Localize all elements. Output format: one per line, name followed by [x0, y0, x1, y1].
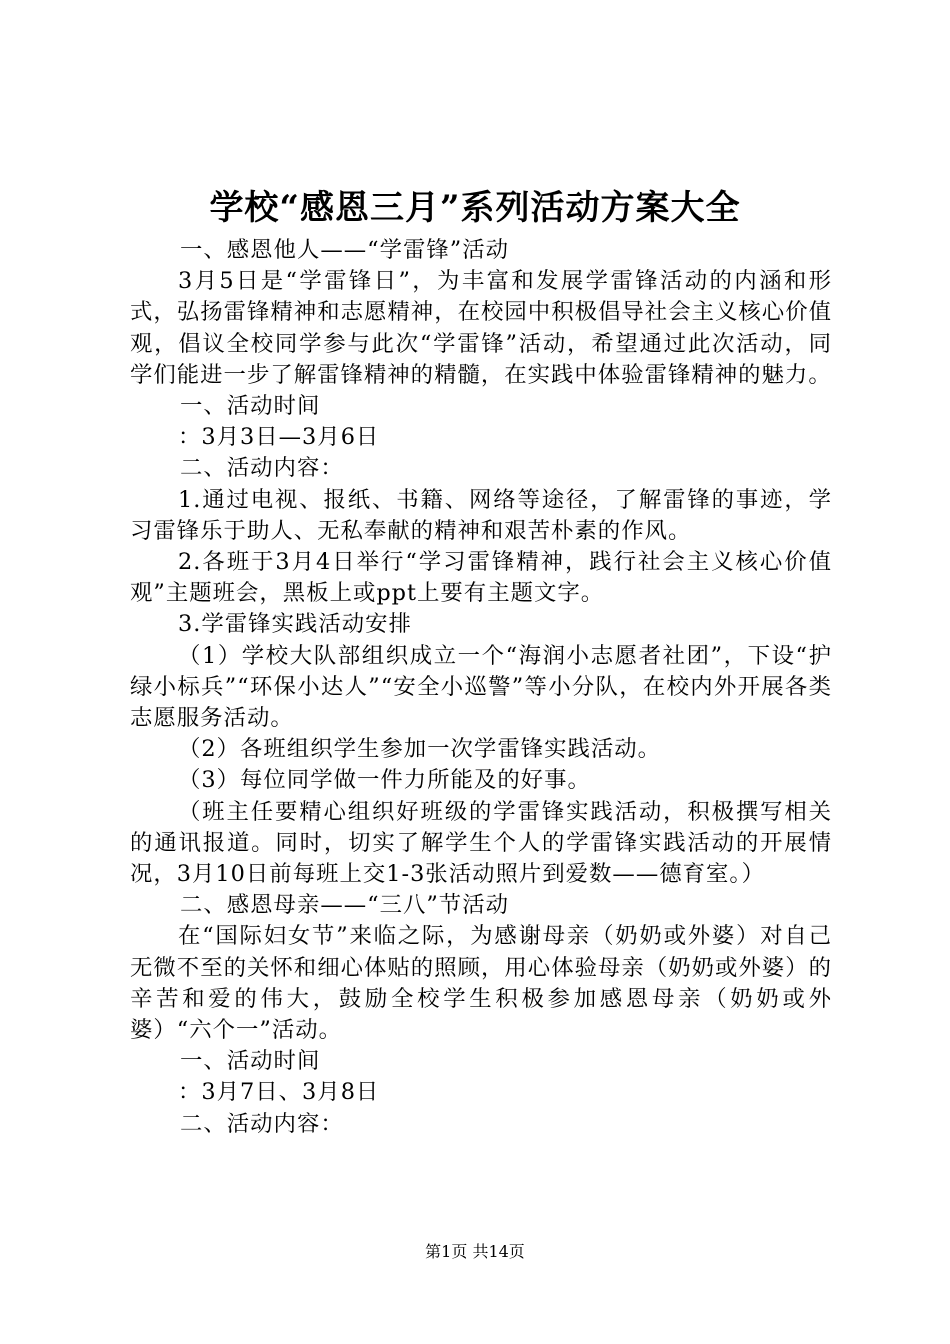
list-item: 1.通过电视、报纸、书籍、网络等途径，了解雷锋的事迹，学习雷锋乐于助人、无私奉献的精神和艰苦朴素的作风。 [130, 486, 832, 544]
paragraph: ：3月7日、3月8日 [178, 1079, 380, 1106]
list-item: 3.学雷锋实践活动安排 [178, 611, 412, 638]
section-heading: 一、感恩他人——“学雷锋”活动 [180, 237, 509, 263]
list-item: （3）每位同学做一件力所能及的好事。 [178, 767, 591, 794]
subsection-heading: 一、活动时间 [180, 393, 321, 420]
list-item: 2.各班于3月4日举行“学习雷锋精神，践行社会主义核心价值观”主题班会，黑板上或ppt上要有主题文字。 [130, 549, 832, 607]
subsection-heading: 一、活动时间 [180, 1048, 321, 1075]
section-heading: 二、感恩母亲——“三八”节活动 [180, 892, 509, 919]
paragraph: （班主任要精心组织好班级的学雷锋实践活动，积极撰写相关的通讯报道。同时，切实了解学生个人的学雷锋实践活动的开展情况，3月10日前每班上交1-3张活动照片到爱数——德育室。） [130, 798, 832, 888]
subsection-heading: 二、活动内容： [180, 1110, 344, 1137]
paragraph: 在“国际妇女节”来临之际，为感谢母亲（奶奶或外婆）对自己无微不至的关怀和细心体贴的照顾，用心体验母亲（奶奶或外婆）的辛苦和爱的伟大，鼓励全校学生积极参加感恩母亲（奶奶或外婆）“六个一”活动。 [130, 923, 832, 1044]
document-title: 学校“感恩三月”系列活动方案大全 [209, 188, 741, 228]
list-item: （1）学校大队部组织成立一个“海润小志愿者社团”，下设“护绿小标兵”“环保小达人”“安全小巡警”等小分队，在校内外开展各类志愿服务活动。 [130, 642, 832, 732]
subsection-heading: 二、活动内容： [180, 455, 344, 482]
page-footer: 第1页 共14页 [425, 1242, 525, 1261]
paragraph: 3月5日是“学雷锋日”，为丰富和发展学雷锋活动的内涵和形式，弘扬雷锋精神和志愿精神，在校园中积极倡导社会主义核心价值观，倡议全校同学参与此次“学雷锋”活动，希望通过此次活动，同学们能进一步了解雷锋精神的精髓，在实践中体验雷锋精神的魅力。 [130, 268, 832, 388]
document-body [130, 235, 832, 1140]
list-item: （2）各班组织学生参加一次学雷锋实践活动。 [178, 736, 662, 763]
paragraph: ：3月3日—3月6日 [178, 424, 380, 451]
